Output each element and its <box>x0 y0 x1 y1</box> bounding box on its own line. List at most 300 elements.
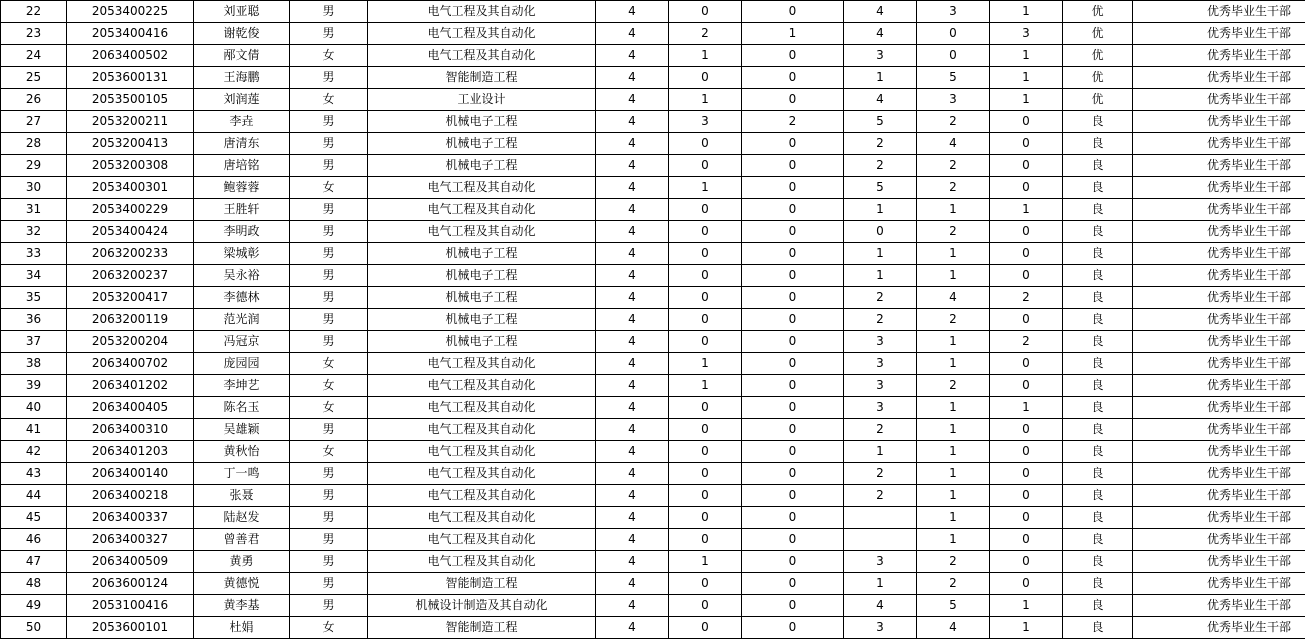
cell-col-g[interactable]: 1 <box>669 89 742 111</box>
cell-col-j[interactable]: 1 <box>917 529 990 551</box>
cell-name[interactable]: 李明政 <box>194 221 290 243</box>
cell-col-j[interactable]: 1 <box>917 331 990 353</box>
cell-award[interactable]: 优秀毕业生干部 <box>1133 177 1311 199</box>
cell-row-number[interactable]: 25 <box>1 67 67 89</box>
cell-col-k[interactable]: 1 <box>990 199 1063 221</box>
cell-major[interactable]: 电气工程及其自动化 <box>368 1 596 23</box>
cell-col-g[interactable]: 0 <box>669 419 742 441</box>
cell-col-k[interactable]: 0 <box>990 133 1063 155</box>
cell-award[interactable]: 优秀毕业生干部 <box>1133 221 1311 243</box>
cell-grade[interactable]: 良 <box>1063 463 1133 485</box>
cell-gender[interactable]: 男 <box>290 551 368 573</box>
cell-gender[interactable]: 男 <box>290 1 368 23</box>
cell-col-f[interactable]: 4 <box>596 507 669 529</box>
cell-grade[interactable]: 良 <box>1063 221 1133 243</box>
cell-col-i[interactable]: 3 <box>844 353 917 375</box>
cell-student-id[interactable]: 2053200417 <box>67 287 194 309</box>
cell-grade[interactable]: 良 <box>1063 441 1133 463</box>
cell-award[interactable]: 优秀毕业生干部 <box>1133 353 1311 375</box>
cell-row-number[interactable]: 24 <box>1 45 67 67</box>
cell-gender[interactable]: 女 <box>290 353 368 375</box>
cell-major[interactable]: 电气工程及其自动化 <box>368 419 596 441</box>
cell-col-j[interactable]: 1 <box>917 419 990 441</box>
cell-col-f[interactable]: 4 <box>596 397 669 419</box>
cell-col-i[interactable]: 1 <box>844 243 917 265</box>
cell-name[interactable]: 刘润莲 <box>194 89 290 111</box>
cell-major[interactable]: 机械电子工程 <box>368 111 596 133</box>
cell-name[interactable]: 陆赵发 <box>194 507 290 529</box>
cell-col-h[interactable]: 0 <box>742 331 844 353</box>
cell-col-k[interactable]: 0 <box>990 529 1063 551</box>
cell-grade[interactable]: 良 <box>1063 529 1133 551</box>
cell-award[interactable]: 优秀毕业生干部 <box>1133 507 1311 529</box>
cell-col-k[interactable]: 1 <box>990 595 1063 617</box>
cell-col-g[interactable]: 0 <box>669 1 742 23</box>
cell-col-h[interactable]: 0 <box>742 573 844 595</box>
cell-student-id[interactable]: 2063400310 <box>67 419 194 441</box>
cell-col-f[interactable]: 4 <box>596 133 669 155</box>
cell-student-id[interactable]: 2063400502 <box>67 45 194 67</box>
cell-major[interactable]: 机械电子工程 <box>368 133 596 155</box>
cell-col-h[interactable]: 0 <box>742 463 844 485</box>
cell-award[interactable]: 优秀毕业生干部 <box>1133 331 1311 353</box>
cell-award[interactable]: 优秀毕业生干部 <box>1133 617 1311 639</box>
cell-student-id[interactable]: 2053400424 <box>67 221 194 243</box>
cell-col-h[interactable]: 0 <box>742 67 844 89</box>
cell-col-f[interactable]: 4 <box>596 595 669 617</box>
cell-award[interactable]: 优秀毕业生干部 <box>1133 23 1311 45</box>
cell-major[interactable]: 电气工程及其自动化 <box>368 507 596 529</box>
cell-row-number[interactable]: 23 <box>1 23 67 45</box>
cell-major[interactable]: 机械设计制造及其自动化 <box>368 595 596 617</box>
cell-gender[interactable]: 男 <box>290 265 368 287</box>
cell-col-g[interactable]: 1 <box>669 177 742 199</box>
cell-name[interactable]: 李垚 <box>194 111 290 133</box>
cell-col-j[interactable]: 2 <box>917 551 990 573</box>
cell-award[interactable]: 优秀毕业生干部 <box>1133 397 1311 419</box>
cell-col-f[interactable]: 4 <box>596 485 669 507</box>
cell-col-j[interactable]: 2 <box>917 375 990 397</box>
cell-col-j[interactable]: 2 <box>917 221 990 243</box>
cell-name[interactable]: 曾善君 <box>194 529 290 551</box>
cell-row-number[interactable]: 50 <box>1 617 67 639</box>
cell-col-g[interactable]: 1 <box>669 551 742 573</box>
cell-row-number[interactable]: 45 <box>1 507 67 529</box>
cell-row-number[interactable]: 44 <box>1 485 67 507</box>
cell-gender[interactable]: 男 <box>290 133 368 155</box>
cell-row-number[interactable]: 28 <box>1 133 67 155</box>
cell-student-id[interactable]: 2063401202 <box>67 375 194 397</box>
cell-gender[interactable]: 男 <box>290 529 368 551</box>
cell-col-g[interactable]: 0 <box>669 221 742 243</box>
cell-grade[interactable]: 良 <box>1063 155 1133 177</box>
cell-row-number[interactable]: 22 <box>1 1 67 23</box>
cell-student-id[interactable]: 2053200204 <box>67 331 194 353</box>
cell-col-k[interactable]: 0 <box>990 375 1063 397</box>
cell-col-k[interactable]: 0 <box>990 309 1063 331</box>
cell-col-f[interactable]: 4 <box>596 353 669 375</box>
cell-grade[interactable]: 良 <box>1063 595 1133 617</box>
cell-gender[interactable]: 男 <box>290 287 368 309</box>
cell-grade[interactable]: 良 <box>1063 419 1133 441</box>
cell-major[interactable]: 电气工程及其自动化 <box>368 397 596 419</box>
cell-col-k[interactable]: 0 <box>990 573 1063 595</box>
cell-col-f[interactable]: 4 <box>596 331 669 353</box>
cell-grade[interactable]: 良 <box>1063 353 1133 375</box>
cell-col-g[interactable]: 0 <box>669 595 742 617</box>
cell-award[interactable]: 优秀毕业生干部 <box>1133 595 1311 617</box>
cell-award[interactable]: 优秀毕业生干部 <box>1133 155 1311 177</box>
cell-name[interactable]: 丁一鸣 <box>194 463 290 485</box>
cell-grade[interactable]: 良 <box>1063 133 1133 155</box>
cell-name[interactable]: 谢乾俊 <box>194 23 290 45</box>
cell-row-number[interactable]: 30 <box>1 177 67 199</box>
cell-award[interactable]: 优秀毕业生干部 <box>1133 265 1311 287</box>
cell-col-f[interactable]: 4 <box>596 199 669 221</box>
cell-award[interactable]: 优秀毕业生干部 <box>1133 375 1311 397</box>
cell-name[interactable]: 黄李基 <box>194 595 290 617</box>
cell-col-g[interactable]: 0 <box>669 507 742 529</box>
cell-col-j[interactable]: 4 <box>917 287 990 309</box>
cell-major[interactable]: 机械电子工程 <box>368 243 596 265</box>
cell-col-f[interactable]: 4 <box>596 111 669 133</box>
cell-gender[interactable]: 女 <box>290 89 368 111</box>
cell-student-id[interactable]: 2063400140 <box>67 463 194 485</box>
cell-col-i[interactable]: 5 <box>844 177 917 199</box>
cell-col-j[interactable]: 5 <box>917 595 990 617</box>
cell-col-f[interactable]: 4 <box>596 419 669 441</box>
cell-name[interactable]: 杜娟 <box>194 617 290 639</box>
cell-col-i[interactable]: 1 <box>844 67 917 89</box>
cell-col-f[interactable]: 4 <box>596 441 669 463</box>
cell-col-h[interactable]: 0 <box>742 221 844 243</box>
cell-col-i[interactable]: 4 <box>844 89 917 111</box>
cell-col-h[interactable]: 0 <box>742 309 844 331</box>
cell-col-k[interactable]: 0 <box>990 353 1063 375</box>
cell-col-k[interactable]: 0 <box>990 265 1063 287</box>
cell-grade[interactable]: 优 <box>1063 1 1133 23</box>
cell-name[interactable]: 邴文倩 <box>194 45 290 67</box>
cell-col-k[interactable]: 2 <box>990 331 1063 353</box>
cell-col-j[interactable]: 1 <box>917 265 990 287</box>
cell-name[interactable]: 李德林 <box>194 287 290 309</box>
cell-student-id[interactable]: 2053600131 <box>67 67 194 89</box>
cell-col-f[interactable]: 4 <box>596 221 669 243</box>
cell-col-h[interactable]: 1 <box>742 23 844 45</box>
cell-name[interactable]: 唐培铭 <box>194 155 290 177</box>
cell-col-h[interactable]: 0 <box>742 551 844 573</box>
cell-major[interactable]: 智能制造工程 <box>368 67 596 89</box>
cell-major[interactable]: 电气工程及其自动化 <box>368 485 596 507</box>
cell-col-g[interactable]: 3 <box>669 111 742 133</box>
cell-grade[interactable]: 良 <box>1063 573 1133 595</box>
cell-grade[interactable]: 良 <box>1063 331 1133 353</box>
cell-col-j[interactable]: 1 <box>917 441 990 463</box>
cell-student-id[interactable]: 2063200233 <box>67 243 194 265</box>
cell-gender[interactable]: 男 <box>290 111 368 133</box>
cell-student-id[interactable]: 2063400405 <box>67 397 194 419</box>
cell-col-h[interactable]: 0 <box>742 617 844 639</box>
cell-name[interactable]: 黄德悦 <box>194 573 290 595</box>
cell-student-id[interactable]: 2053200308 <box>67 155 194 177</box>
cell-major[interactable]: 智能制造工程 <box>368 617 596 639</box>
cell-col-k[interactable]: 1 <box>990 67 1063 89</box>
cell-col-i[interactable]: 1 <box>844 265 917 287</box>
cell-col-k[interactable]: 0 <box>990 155 1063 177</box>
cell-row-number[interactable]: 41 <box>1 419 67 441</box>
cell-col-h[interactable]: 0 <box>742 177 844 199</box>
cell-col-f[interactable]: 4 <box>596 155 669 177</box>
cell-award[interactable]: 优秀毕业生干部 <box>1133 1 1311 23</box>
cell-col-h[interactable]: 0 <box>742 287 844 309</box>
cell-student-id[interactable]: 2053200211 <box>67 111 194 133</box>
cell-award[interactable]: 优秀毕业生干部 <box>1133 441 1311 463</box>
cell-col-g[interactable]: 0 <box>669 243 742 265</box>
cell-name[interactable]: 唐清东 <box>194 133 290 155</box>
cell-col-h[interactable]: 2 <box>742 111 844 133</box>
cell-col-g[interactable]: 0 <box>669 331 742 353</box>
cell-name[interactable]: 张聂 <box>194 485 290 507</box>
cell-major[interactable]: 机械电子工程 <box>368 331 596 353</box>
cell-gender[interactable]: 男 <box>290 221 368 243</box>
cell-row-number[interactable]: 36 <box>1 309 67 331</box>
cell-row-number[interactable]: 34 <box>1 265 67 287</box>
cell-col-i[interactable]: 4 <box>844 23 917 45</box>
cell-name[interactable]: 李坤艺 <box>194 375 290 397</box>
cell-grade[interactable]: 良 <box>1063 199 1133 221</box>
cell-col-h[interactable]: 0 <box>742 199 844 221</box>
cell-col-h[interactable]: 0 <box>742 441 844 463</box>
cell-col-j[interactable]: 1 <box>917 463 990 485</box>
cell-gender[interactable]: 男 <box>290 331 368 353</box>
cell-col-h[interactable]: 0 <box>742 45 844 67</box>
cell-col-h[interactable]: 0 <box>742 529 844 551</box>
cell-col-k[interactable]: 1 <box>990 617 1063 639</box>
cell-col-h[interactable]: 0 <box>742 397 844 419</box>
cell-col-h[interactable]: 0 <box>742 133 844 155</box>
cell-row-number[interactable]: 31 <box>1 199 67 221</box>
cell-award[interactable]: 优秀毕业生干部 <box>1133 419 1311 441</box>
cell-col-h[interactable]: 0 <box>742 375 844 397</box>
cell-name[interactable]: 冯冠京 <box>194 331 290 353</box>
cell-col-f[interactable]: 4 <box>596 375 669 397</box>
cell-row-number[interactable]: 43 <box>1 463 67 485</box>
cell-col-f[interactable]: 4 <box>596 287 669 309</box>
cell-col-j[interactable]: 0 <box>917 23 990 45</box>
cell-major[interactable]: 电气工程及其自动化 <box>368 463 596 485</box>
cell-grade[interactable]: 良 <box>1063 551 1133 573</box>
cell-row-number[interactable]: 26 <box>1 89 67 111</box>
cell-col-i[interactable]: 1 <box>844 441 917 463</box>
cell-col-j[interactable]: 1 <box>917 243 990 265</box>
cell-gender[interactable]: 男 <box>290 595 368 617</box>
cell-major[interactable]: 机械电子工程 <box>368 287 596 309</box>
cell-col-h[interactable]: 0 <box>742 265 844 287</box>
cell-major[interactable]: 电气工程及其自动化 <box>368 177 596 199</box>
cell-gender[interactable]: 男 <box>290 67 368 89</box>
cell-col-g[interactable]: 0 <box>669 485 742 507</box>
cell-col-f[interactable]: 4 <box>596 265 669 287</box>
cell-gender[interactable]: 女 <box>290 397 368 419</box>
cell-col-i[interactable]: 2 <box>844 133 917 155</box>
cell-grade[interactable]: 良 <box>1063 309 1133 331</box>
cell-major[interactable]: 机械电子工程 <box>368 265 596 287</box>
cell-gender[interactable]: 女 <box>290 375 368 397</box>
cell-col-j[interactable]: 2 <box>917 573 990 595</box>
cell-row-number[interactable]: 42 <box>1 441 67 463</box>
cell-student-id[interactable]: 2053600101 <box>67 617 194 639</box>
cell-award[interactable]: 优秀毕业生干部 <box>1133 309 1311 331</box>
cell-col-g[interactable]: 0 <box>669 265 742 287</box>
cell-name[interactable]: 黄勇 <box>194 551 290 573</box>
cell-col-k[interactable]: 0 <box>990 485 1063 507</box>
cell-gender[interactable]: 女 <box>290 441 368 463</box>
cell-gender[interactable]: 男 <box>290 23 368 45</box>
cell-award[interactable]: 优秀毕业生干部 <box>1133 463 1311 485</box>
cell-col-g[interactable]: 0 <box>669 287 742 309</box>
cell-gender[interactable]: 男 <box>290 243 368 265</box>
cell-col-g[interactable]: 1 <box>669 45 742 67</box>
cell-col-g[interactable]: 0 <box>669 67 742 89</box>
cell-col-f[interactable]: 4 <box>596 309 669 331</box>
cell-col-g[interactable]: 0 <box>669 155 742 177</box>
cell-col-j[interactable]: 2 <box>917 177 990 199</box>
cell-student-id[interactable]: 2053400225 <box>67 1 194 23</box>
cell-col-i[interactable] <box>844 529 917 551</box>
cell-col-j[interactable]: 1 <box>917 397 990 419</box>
cell-col-i[interactable]: 3 <box>844 45 917 67</box>
cell-grade[interactable]: 良 <box>1063 375 1133 397</box>
cell-col-f[interactable]: 4 <box>596 463 669 485</box>
cell-col-j[interactable]: 3 <box>917 1 990 23</box>
cell-major[interactable]: 电气工程及其自动化 <box>368 221 596 243</box>
cell-major[interactable]: 电气工程及其自动化 <box>368 529 596 551</box>
cell-col-g[interactable]: 1 <box>669 375 742 397</box>
cell-col-i[interactable]: 4 <box>844 1 917 23</box>
cell-name[interactable]: 吴雄颖 <box>194 419 290 441</box>
cell-name[interactable]: 刘亚聪 <box>194 1 290 23</box>
cell-student-id[interactable]: 2053500105 <box>67 89 194 111</box>
cell-col-k[interactable]: 0 <box>990 243 1063 265</box>
cell-student-id[interactable]: 2063400327 <box>67 529 194 551</box>
cell-col-h[interactable]: 0 <box>742 155 844 177</box>
cell-name[interactable]: 黄秋怡 <box>194 441 290 463</box>
cell-grade[interactable]: 良 <box>1063 485 1133 507</box>
cell-col-g[interactable]: 0 <box>669 463 742 485</box>
cell-col-i[interactable]: 3 <box>844 375 917 397</box>
cell-student-id[interactable]: 2063200119 <box>67 309 194 331</box>
cell-col-f[interactable]: 4 <box>596 67 669 89</box>
cell-col-g[interactable]: 0 <box>669 573 742 595</box>
cell-col-h[interactable]: 0 <box>742 507 844 529</box>
cell-col-f[interactable]: 4 <box>596 45 669 67</box>
cell-col-i[interactable]: 0 <box>844 221 917 243</box>
cell-col-i[interactable]: 2 <box>844 419 917 441</box>
cell-major[interactable]: 智能制造工程 <box>368 573 596 595</box>
cell-award[interactable]: 优秀毕业生干部 <box>1133 551 1311 573</box>
cell-grade[interactable]: 良 <box>1063 617 1133 639</box>
cell-col-g[interactable]: 0 <box>669 133 742 155</box>
cell-student-id[interactable]: 2053200413 <box>67 133 194 155</box>
cell-name[interactable]: 陈名玉 <box>194 397 290 419</box>
cell-grade[interactable]: 良 <box>1063 507 1133 529</box>
cell-student-id[interactable]: 2053400416 <box>67 23 194 45</box>
cell-col-f[interactable]: 4 <box>596 243 669 265</box>
cell-row-number[interactable]: 27 <box>1 111 67 133</box>
cell-col-f[interactable]: 4 <box>596 551 669 573</box>
cell-col-g[interactable]: 0 <box>669 199 742 221</box>
cell-row-number[interactable]: 47 <box>1 551 67 573</box>
cell-col-i[interactable]: 3 <box>844 397 917 419</box>
cell-col-g[interactable]: 0 <box>669 529 742 551</box>
cell-student-id[interactable]: 2063400509 <box>67 551 194 573</box>
cell-student-id[interactable]: 2053100416 <box>67 595 194 617</box>
cell-col-k[interactable]: 1 <box>990 45 1063 67</box>
cell-col-k[interactable]: 0 <box>990 507 1063 529</box>
cell-name[interactable]: 王胜轩 <box>194 199 290 221</box>
cell-col-h[interactable]: 0 <box>742 485 844 507</box>
cell-row-number[interactable]: 38 <box>1 353 67 375</box>
cell-student-id[interactable]: 2063400218 <box>67 485 194 507</box>
cell-gender[interactable]: 男 <box>290 573 368 595</box>
cell-name[interactable]: 庞园园 <box>194 353 290 375</box>
cell-col-j[interactable]: 2 <box>917 309 990 331</box>
cell-award[interactable]: 优秀毕业生干部 <box>1133 529 1311 551</box>
cell-gender[interactable]: 女 <box>290 177 368 199</box>
cell-row-number[interactable]: 39 <box>1 375 67 397</box>
cell-gender[interactable]: 女 <box>290 617 368 639</box>
cell-gender[interactable]: 男 <box>290 199 368 221</box>
cell-name[interactable]: 吴永裕 <box>194 265 290 287</box>
cell-grade[interactable]: 良 <box>1063 243 1133 265</box>
cell-col-j[interactable]: 3 <box>917 89 990 111</box>
cell-col-j[interactable]: 1 <box>917 485 990 507</box>
cell-col-f[interactable]: 4 <box>596 617 669 639</box>
cell-col-j[interactable]: 2 <box>917 155 990 177</box>
cell-col-j[interactable]: 4 <box>917 133 990 155</box>
cell-col-f[interactable]: 4 <box>596 573 669 595</box>
cell-col-f[interactable]: 4 <box>596 1 669 23</box>
cell-col-i[interactable]: 1 <box>844 573 917 595</box>
cell-major[interactable]: 电气工程及其自动化 <box>368 23 596 45</box>
cell-col-i[interactable]: 5 <box>844 111 917 133</box>
cell-name[interactable]: 梁城彰 <box>194 243 290 265</box>
cell-award[interactable]: 优秀毕业生干部 <box>1133 287 1311 309</box>
cell-row-number[interactable]: 32 <box>1 221 67 243</box>
cell-gender[interactable]: 男 <box>290 155 368 177</box>
cell-col-k[interactable]: 0 <box>990 441 1063 463</box>
cell-award[interactable]: 优秀毕业生干部 <box>1133 45 1311 67</box>
cell-award[interactable]: 优秀毕业生干部 <box>1133 485 1311 507</box>
cell-col-k[interactable]: 0 <box>990 177 1063 199</box>
cell-gender[interactable]: 男 <box>290 419 368 441</box>
cell-award[interactable]: 优秀毕业生干部 <box>1133 89 1311 111</box>
cell-col-k[interactable]: 0 <box>990 419 1063 441</box>
cell-col-j[interactable]: 0 <box>917 45 990 67</box>
cell-major[interactable]: 电气工程及其自动化 <box>368 353 596 375</box>
cell-col-g[interactable]: 0 <box>669 617 742 639</box>
cell-col-i[interactable]: 3 <box>844 551 917 573</box>
cell-major[interactable]: 电气工程及其自动化 <box>368 375 596 397</box>
cell-award[interactable]: 优秀毕业生干部 <box>1133 573 1311 595</box>
cell-col-k[interactable]: 0 <box>990 221 1063 243</box>
cell-row-number[interactable]: 37 <box>1 331 67 353</box>
cell-col-i[interactable]: 2 <box>844 309 917 331</box>
cell-col-i[interactable]: 3 <box>844 331 917 353</box>
cell-grade[interactable]: 优 <box>1063 67 1133 89</box>
cell-col-h[interactable]: 0 <box>742 89 844 111</box>
cell-major[interactable]: 机械电子工程 <box>368 309 596 331</box>
